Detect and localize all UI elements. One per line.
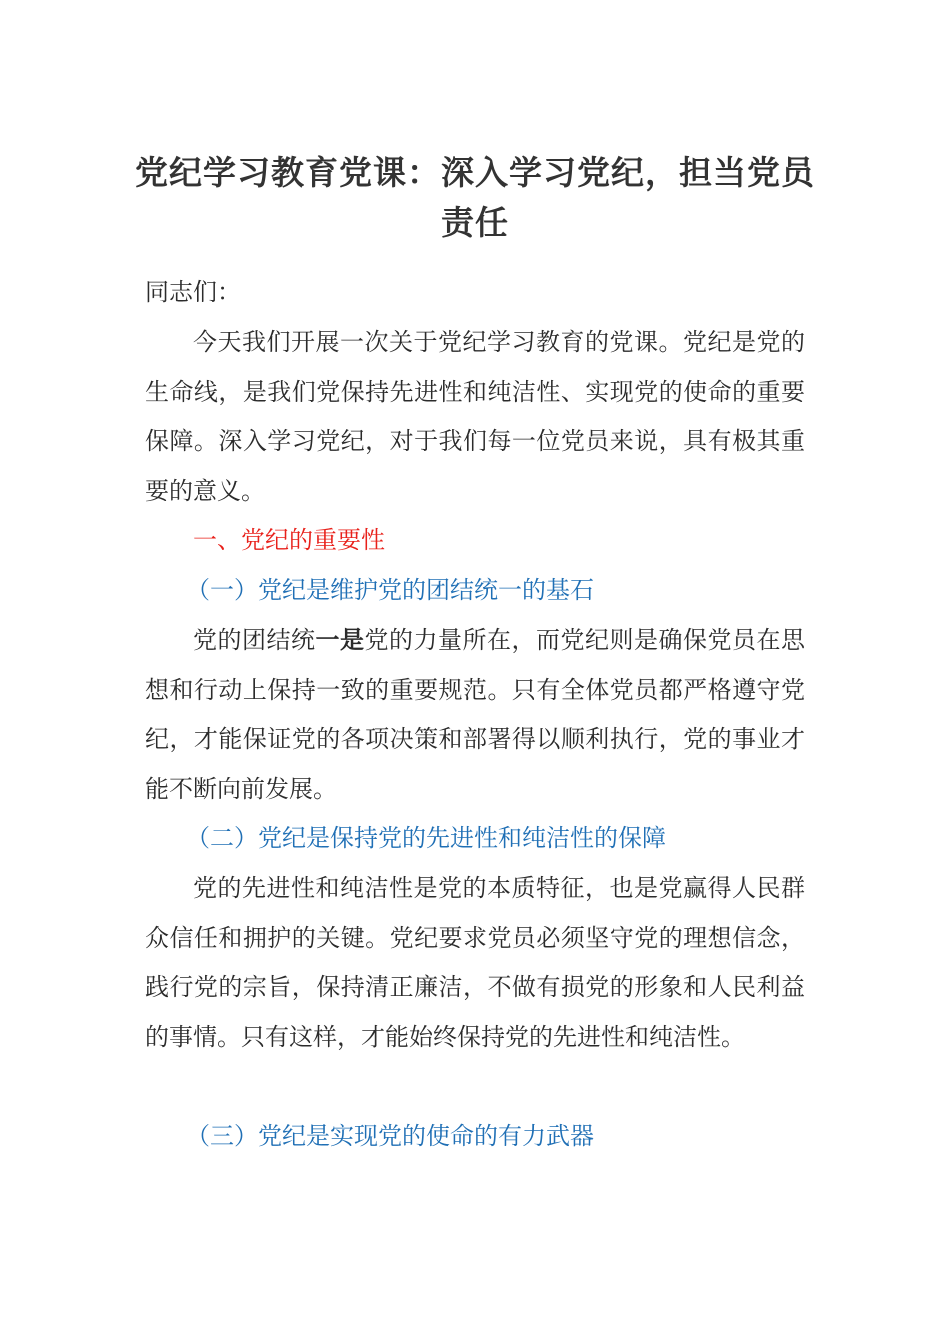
subsection-2-body	[145, 864, 805, 1063]
intro-paragraph: 今天我们开展一次关于党纪学习教育的党课。党纪是党的生命线，是我们党保持先进性和纯洁性、实现党的使命的重要保障。深入学习党纪，对于我们每一位党员来说，具有极其重要的意义。	[145, 328, 805, 506]
subsection-2-paragraph: 党的先进性和纯洁性是党的本质特征，也是党赢得人民群众信任和拥护的关键。党纪要求党员必须坚守党的理想信念，践行党的宗旨，保持清正廉洁，不做有损党的形象和人民利益的事情。只有这样，才能始终保持党的先进性和纯洁性。	[145, 874, 805, 1052]
subsection-heading-1: （一）党纪是维护党的团结统一的基石	[186, 576, 594, 604]
intro-block	[145, 318, 805, 517]
subsection-1-text-b: 党的力量所在，而党纪则是确保党员在思想和行动上保持一致的重要规范。只有全体党员都严格遵守党纪，才能保证党的各项决策和部署得以顺利执行，党的事业才能不断向前发展。	[145, 626, 805, 804]
subsection-1-text-bold: 一是	[315, 626, 365, 654]
document-title: 党纪学习教育党课：深入学习党纪，担当党员责任	[135, 153, 815, 242]
subsection-heading-2: （二）党纪是保持党的先进性和纯洁性的保障	[186, 824, 666, 852]
subsection-1-text-a: 党的团结统	[193, 626, 316, 654]
section-heading-1: 一、党纪的重要性	[193, 526, 385, 554]
subsection-heading-3: （三）党纪是实现党的使命的有力武器	[186, 1122, 594, 1150]
subsection-1-body	[145, 616, 805, 815]
salutation: 同志们：	[145, 278, 241, 306]
subsection-1-paragraph	[145, 616, 805, 815]
